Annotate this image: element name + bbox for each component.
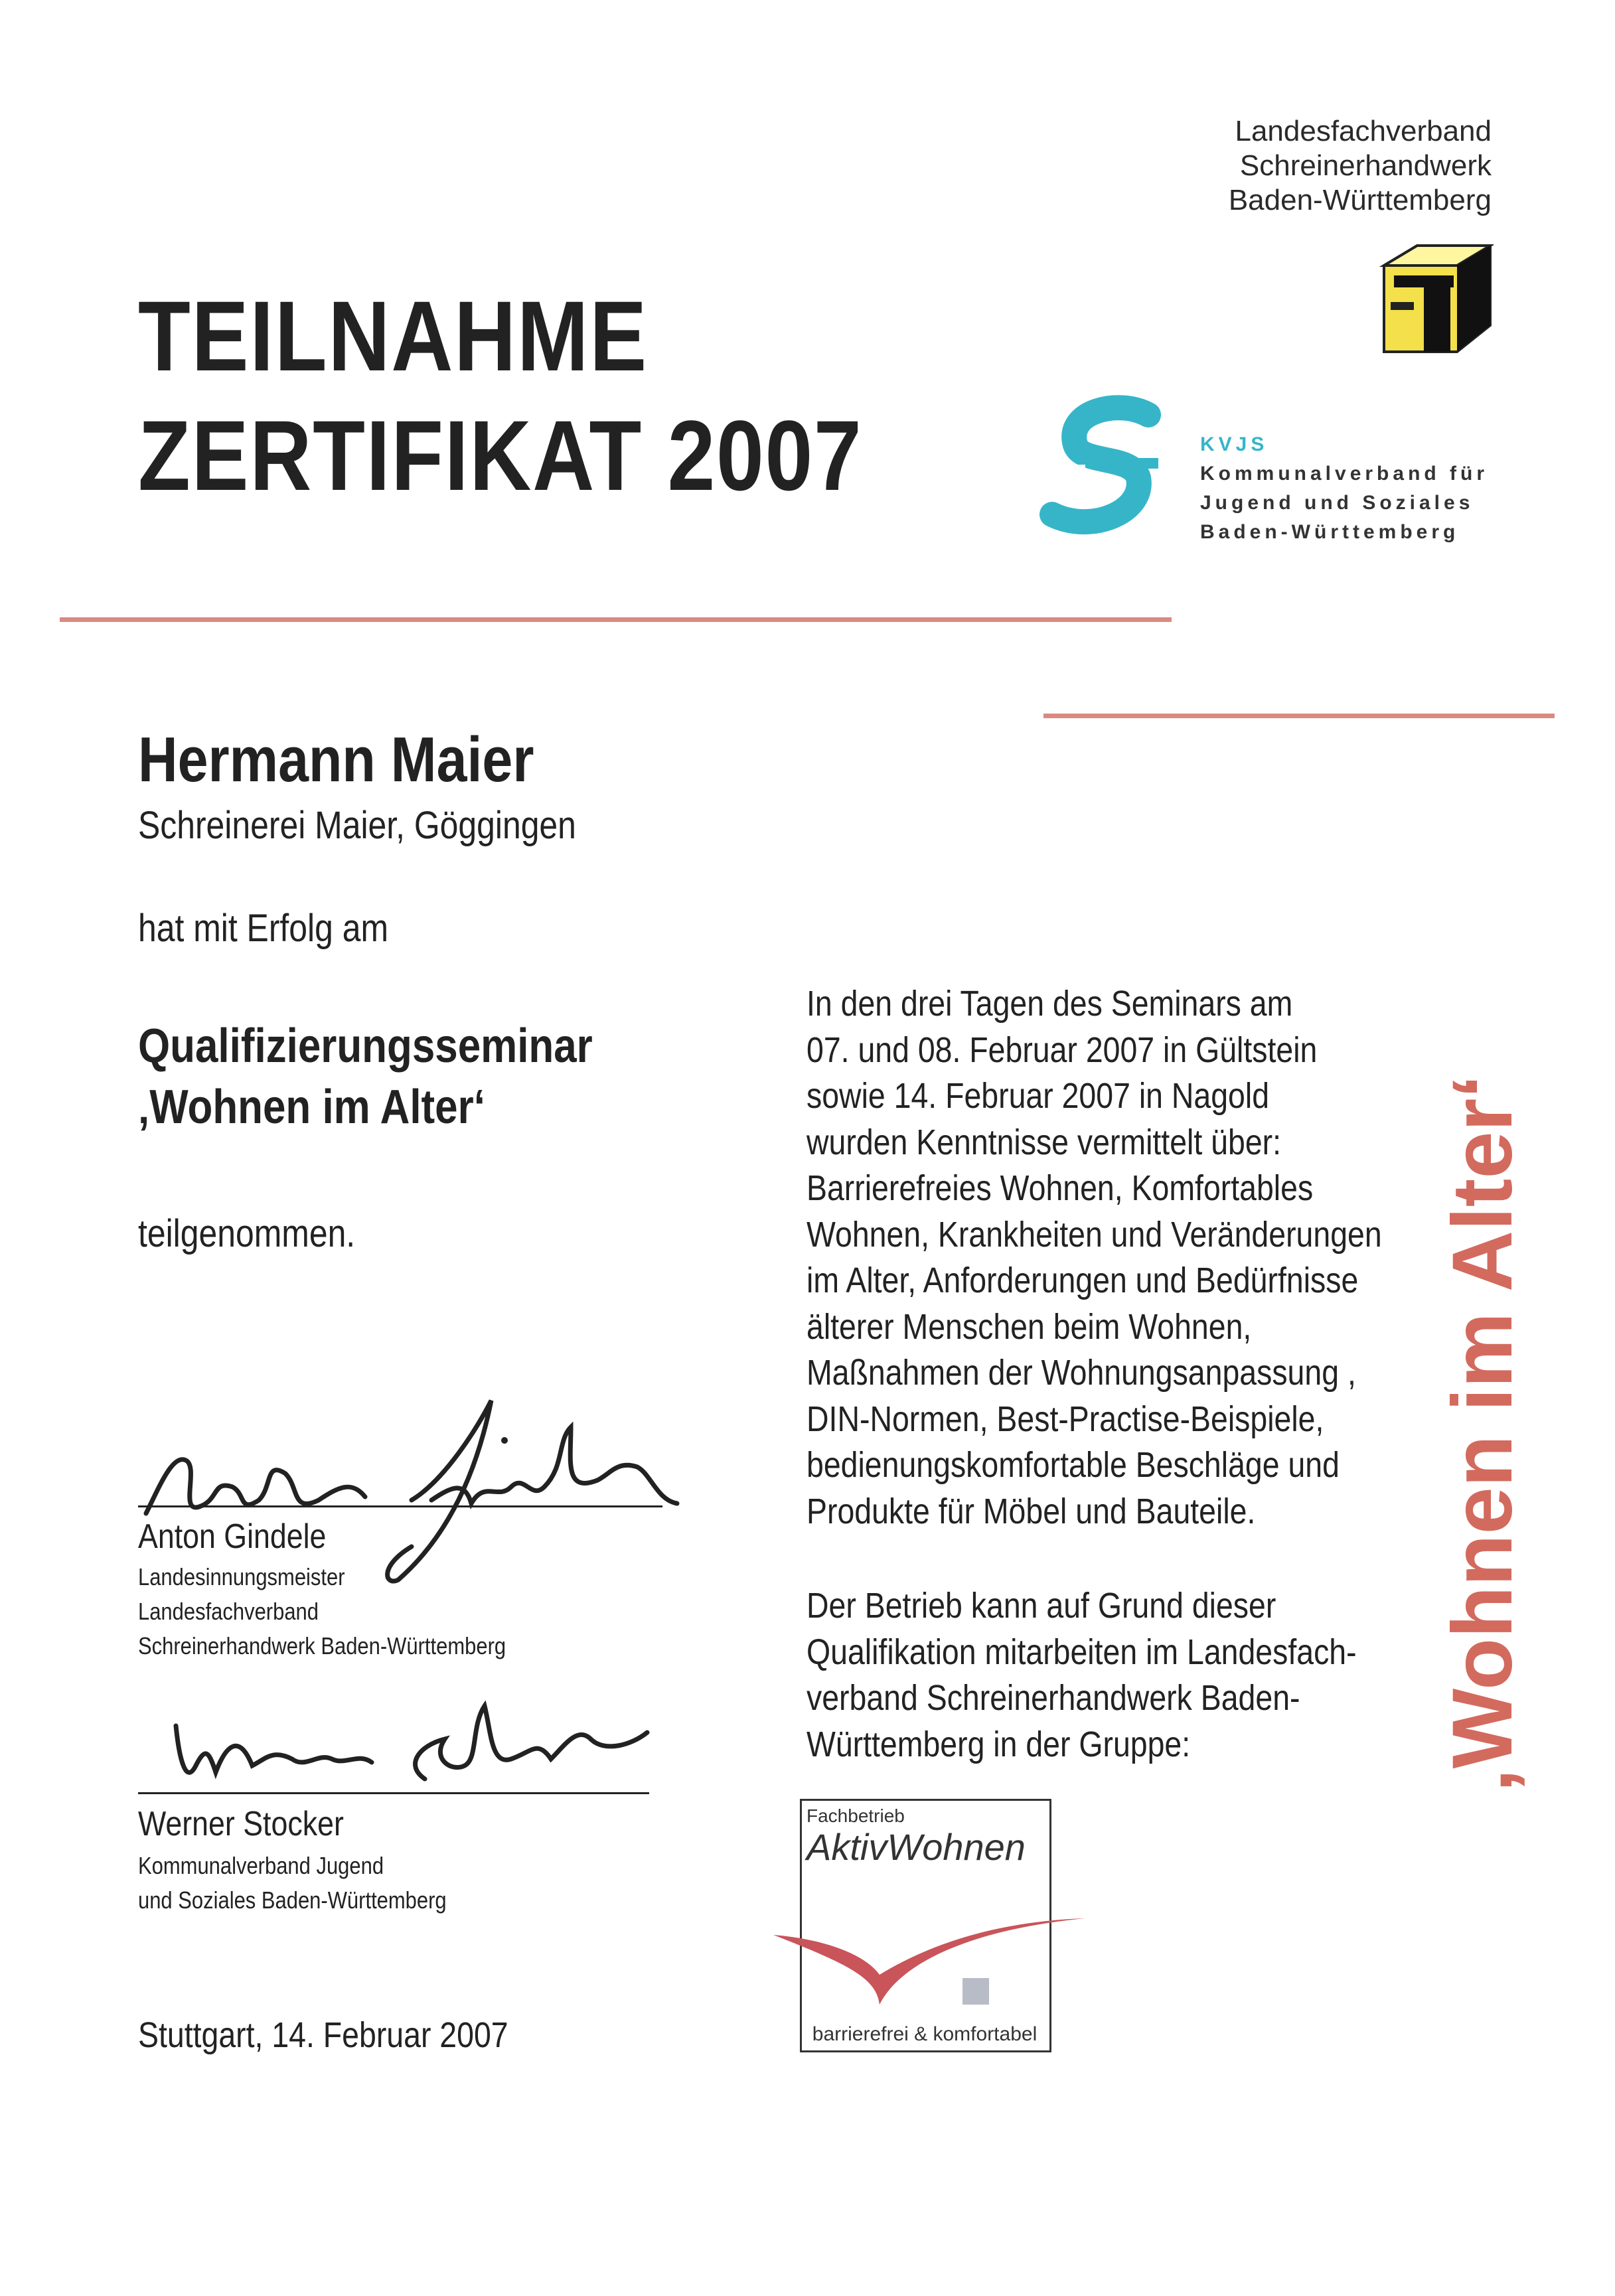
description-line: Wohnen, Krankheiten und Veränderungen xyxy=(807,1214,1382,1255)
group-line: verband Schreinerhandwerk Baden- xyxy=(807,1678,1300,1718)
group-line: Der Betrieb kann auf Grund dieser xyxy=(807,1586,1276,1626)
divider-left xyxy=(60,617,1172,622)
signer-1-role-line: Landesinnungsmeister xyxy=(138,1563,345,1590)
signer-2-name: Werner Stocker xyxy=(138,1805,344,1843)
description-line: 07. und 08. Februar 2007 in Gültstein xyxy=(807,1030,1318,1070)
seminar-line-2: ‚Wohnen im Alter‘ xyxy=(138,1081,485,1134)
badge-big-text: AktivWohnen xyxy=(807,1826,1026,1868)
description-line: In den drei Tagen des Seminars am xyxy=(807,984,1293,1024)
group-line: Württemberg in der Gruppe: xyxy=(807,1724,1191,1764)
kvjs-abbr: KVJS xyxy=(1200,433,1269,455)
description-line: sowie 14. Februar 2007 in Nagold xyxy=(807,1076,1270,1116)
place-date: Stuttgart, 14. Februar 2007 xyxy=(138,2015,508,2055)
statement-intro: hat mit Erfolg am xyxy=(138,907,389,950)
signer-1-name: Anton Gindele xyxy=(138,1517,327,1556)
seminar-line-1: Qualifizierungsseminar xyxy=(138,1020,593,1073)
signer-1-role-line: Landesfachverband xyxy=(138,1598,319,1625)
signer-2-role-line: und Soziales Baden-Württemberg xyxy=(138,1886,447,1914)
statement-outro: teilgenommen. xyxy=(138,1212,356,1255)
lfv-organization xyxy=(1146,114,1492,218)
lfv-line-3: Baden-Württemberg xyxy=(1228,184,1492,216)
description-line: bedienungskomfortable Beschläge und xyxy=(807,1445,1340,1485)
description-line: Produkte für Möbel und Bauteile. xyxy=(807,1491,1256,1531)
kvjs-line-2: Jugend und Soziales xyxy=(1200,492,1474,514)
description-block xyxy=(807,981,1382,1535)
signer-2-role xyxy=(138,1849,447,1918)
signer-1-role xyxy=(138,1560,506,1663)
group-line: Qualifikation mitarbeiten im Landesfach- xyxy=(807,1632,1357,1672)
kvjs-line-3: Baden-Württemberg xyxy=(1200,521,1460,543)
title-line-1: TEILNAHME xyxy=(138,280,648,392)
title-line-2: ZERTIFIKAT 2007 xyxy=(138,400,863,511)
lfv-logo-icon xyxy=(1377,239,1494,358)
signer-1-role-line: Schreinerhandwerk Baden-Württemberg xyxy=(138,1632,506,1659)
seminar-title xyxy=(138,1016,593,1138)
lfv-line-2: Schreinerhandwerk xyxy=(1239,149,1492,182)
signature-line-2 xyxy=(138,1792,649,1794)
signature-stocker-icon xyxy=(166,1686,657,1799)
recipient-name: Hermann Maier xyxy=(138,724,534,795)
description-line: älterer Menschen beim Wohnen, xyxy=(807,1306,1252,1347)
lfv-line-1: Landesfachverband xyxy=(1235,115,1492,147)
group-block xyxy=(807,1583,1357,1768)
vertical-seminar-label: ‚Wohnen im Alter‘ xyxy=(1435,1075,1530,1792)
signer-2-role-line: Kommunalverband Jugend xyxy=(138,1852,384,1879)
badge-small-text: Fachbetrieb xyxy=(807,1805,905,1826)
description-line: Maßnahmen der Wohnungsanpassung , xyxy=(807,1353,1356,1393)
description-line: Barrierefreies Wohnen, Komfortables xyxy=(807,1168,1314,1208)
recipient-company: Schreinerei Maier, Göggingen xyxy=(138,804,576,847)
kvjs-logo-icon xyxy=(1039,392,1185,551)
kvjs-line-1: Kommunalverband für xyxy=(1200,463,1489,485)
description-line: DIN-Normen, Best-Practise-Beispiele, xyxy=(807,1399,1324,1439)
signature-line-1 xyxy=(138,1505,662,1507)
kvjs-organization xyxy=(1200,430,1488,547)
badge-footer-text: barrierefrei & komfortabel xyxy=(812,2023,1038,2045)
divider-right xyxy=(1043,714,1555,718)
description-line: wurden Kenntnisse vermittelt über: xyxy=(807,1122,1282,1162)
roof-swoosh-icon xyxy=(770,1912,1089,2011)
description-line: im Alter, Anforderungen und Bedürfnisse xyxy=(807,1261,1359,1300)
